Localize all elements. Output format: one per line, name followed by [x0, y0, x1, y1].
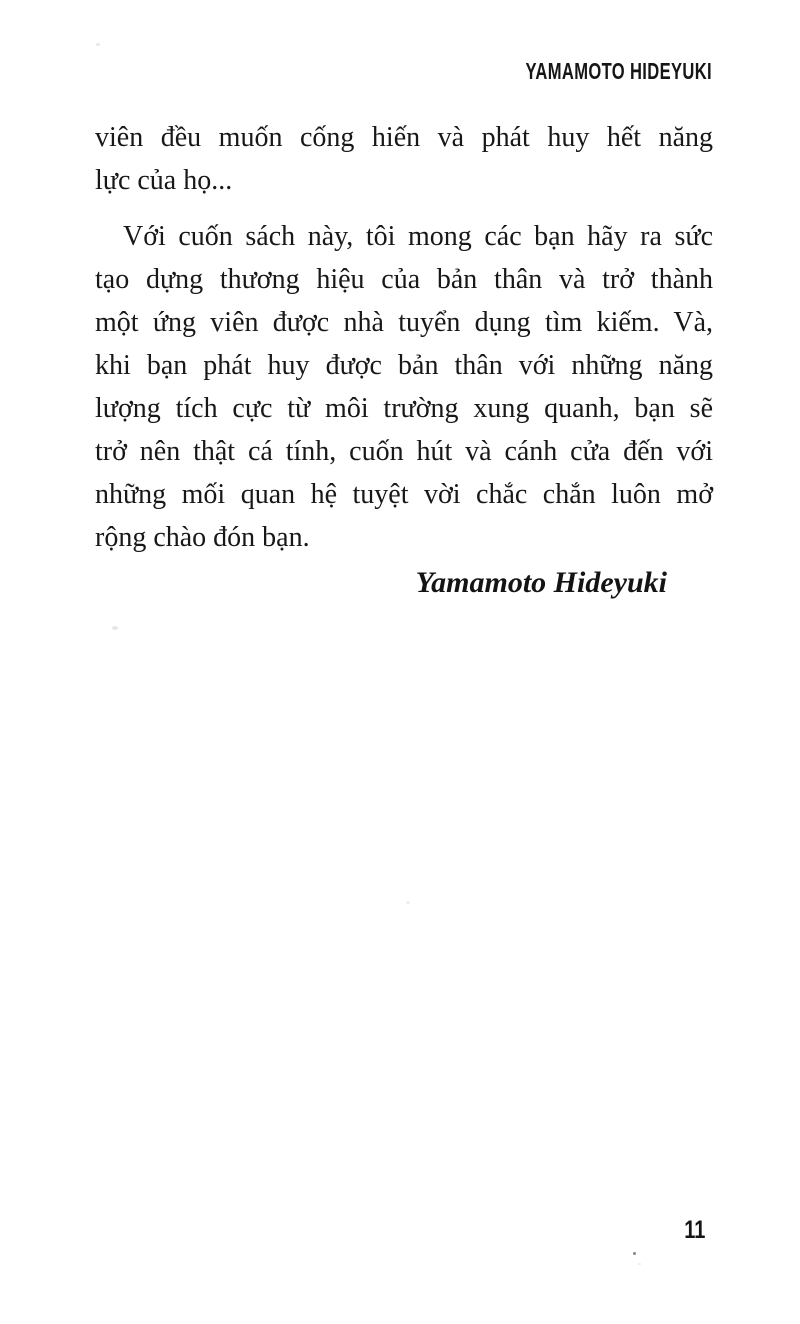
body-line: khi bạn phát huy được bản thân với những năng — [95, 350, 713, 381]
running-header — [453, 58, 712, 85]
body-line: rộng chào đón bạn. — [95, 522, 310, 553]
scan-speck — [96, 43, 100, 46]
scan-speck — [633, 1252, 636, 1255]
running-header-text: YAMAMOTO HIDEYUKI — [525, 58, 712, 84]
scan-speck — [406, 901, 410, 904]
body-line: viên đều muốn cống hiến và phát huy hết năng — [95, 122, 713, 153]
author-signature: Yamamoto Hideyuki — [415, 566, 667, 599]
body-line: lực của họ... — [95, 165, 233, 196]
body-line: lượng tích cực từ môi trường xung quanh, bạn sẽ — [95, 393, 713, 424]
body-line: một ứng viên được nhà tuyển dụng tìm kiếm. Và, — [95, 307, 713, 338]
paragraph-continuation — [95, 116, 713, 202]
body-line: những mối quan hệ tuyệt vời chắc chắn luôn mở — [95, 479, 713, 510]
body-line: Với cuốn sách này, tôi mong các bạn hãy ra sức — [123, 221, 713, 252]
body-line: tạo dựng thương hiệu của bản thân và trở thành — [95, 264, 713, 295]
page-number — [679, 1216, 705, 1245]
page-body-text — [95, 116, 713, 604]
page-number-text: 11 — [683, 1216, 705, 1244]
paragraph-main — [95, 215, 713, 559]
body-line: trở nên thật cá tính, cuốn hút và cánh cửa đến với — [95, 436, 713, 467]
scan-speck — [638, 1263, 641, 1265]
scan-speck — [112, 626, 118, 630]
